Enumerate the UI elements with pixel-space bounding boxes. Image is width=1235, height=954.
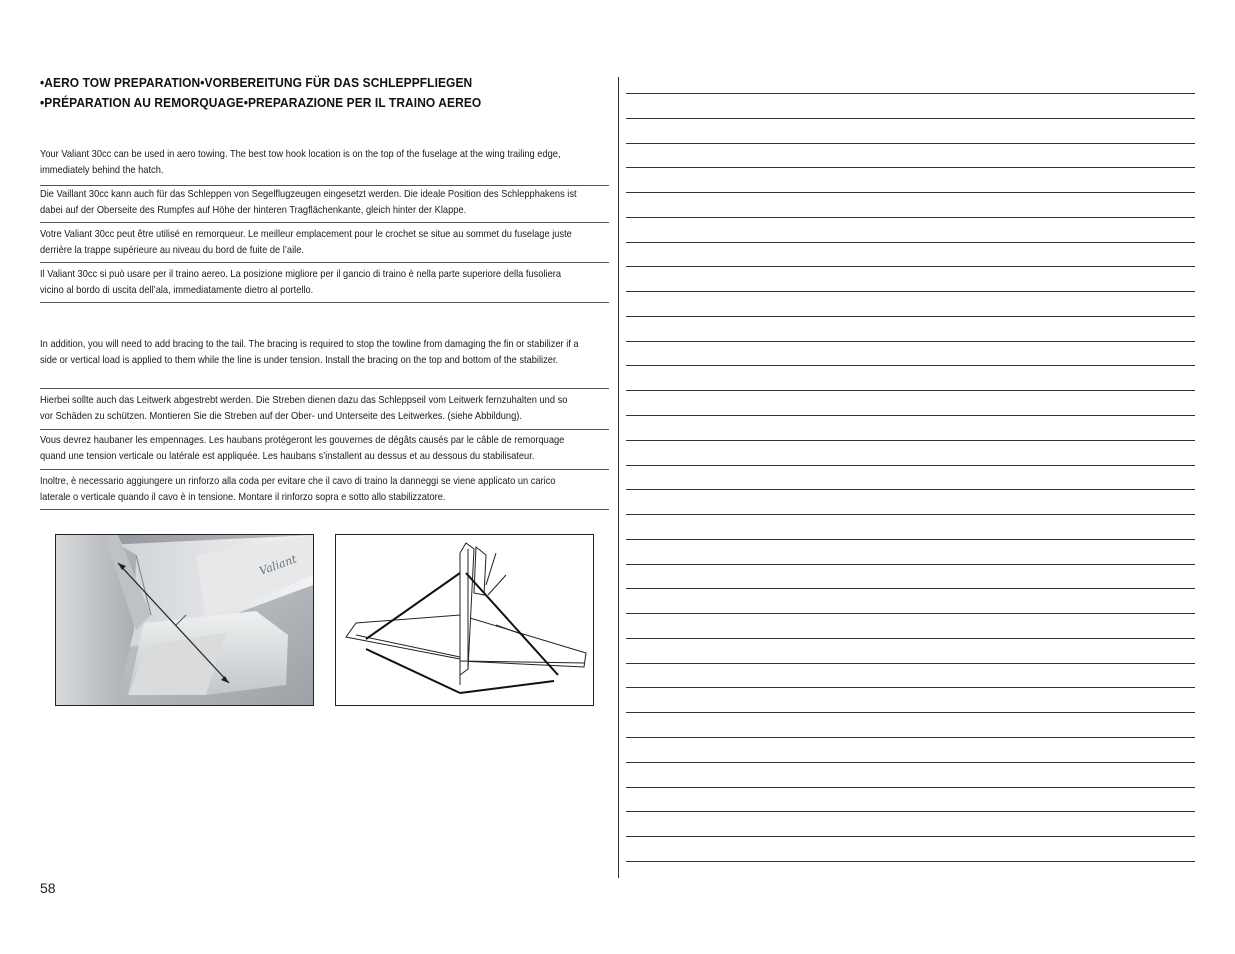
note-line — [626, 787, 1195, 788]
note-line — [626, 811, 1195, 812]
section-heading — [40, 73, 620, 113]
note-line — [626, 613, 1195, 614]
note-line — [626, 167, 1195, 168]
note-line — [626, 390, 1195, 391]
note-line — [626, 489, 1195, 490]
page-number: 58 — [40, 880, 56, 896]
heading-line-1: •AERO TOW PREPARATION•VORBEREITUNG FÜR DAS SCHLEPPFLIEGEN — [40, 75, 473, 90]
paragraph-it-tow-hook: Il Valiant 30cc si può usare per il traino aereo. La posizione migliore per il gancio di traino è nella parte superiore della fusoliera vicino al bordo di uscita dell’ala, immediatamente dietro al portello. — [40, 268, 562, 296]
paragraph-en-tow-hook: Your Valiant 30cc can be used in aero towing. The best tow hook location is on the top of the fuselage at the wing trailing edge, immediately behind the hatch. — [40, 148, 561, 176]
tail-bracing-diagram — [335, 534, 594, 706]
divider — [40, 509, 609, 510]
brace-wire-lower-right — [460, 681, 554, 693]
note-line — [626, 687, 1195, 688]
heading-line-2: •PRÉPARATION AU REMORQUAGE•PREPARAZIONE PER IL TRAINO AEREO — [40, 95, 482, 110]
note-line — [626, 316, 1195, 317]
paragraph-de-bracing: Hierbei sollte auch das Leitwerk abgestrebt werden. Die Streben dienen dazu das Schleppseil vom Leitwerk fernzuhalten und so vor Schäden zu schützen. Montieren Sie die Streben auf der Ober- und Unterseite des Leitwerkes. (siehe Abbildung). — [40, 394, 568, 422]
tail-photo-illustration — [56, 535, 313, 705]
fuselage-logo: Valiant — [257, 552, 299, 578]
divider — [40, 185, 609, 186]
note-line — [626, 440, 1195, 441]
note-line — [626, 836, 1195, 837]
note-line — [626, 266, 1195, 267]
note-line — [626, 365, 1195, 366]
paragraph-de-tow-hook: Die Vaillant 30cc kann auch für das Schleppen von Segelflugzeugen eingesetzt werden. Die ideale Position des Schlepphakens ist dabei auf der Oberseite des Rumpfes auf Höhe der hinteren Tragflächenkante, gleich hinter der Klappe. — [40, 188, 577, 216]
note-line — [626, 341, 1195, 342]
right-stabilizer — [460, 615, 586, 667]
note-line — [626, 242, 1195, 243]
divider — [40, 222, 609, 223]
note-line — [626, 588, 1195, 589]
divider — [40, 469, 609, 470]
note-line — [626, 415, 1195, 416]
divider — [40, 262, 609, 263]
note-line — [626, 539, 1195, 540]
column-divider — [618, 77, 619, 878]
note-line — [626, 638, 1195, 639]
note-line — [626, 143, 1195, 144]
note-line — [626, 465, 1195, 466]
note-line — [626, 217, 1195, 218]
paragraph-it-bracing: Inoltre, è necessario aggiungere un rinforzo alla coda per evitare che il cavo di traino la danneggi se viene applicato un carico laterale o verticale quando il cavo è in tensione. Montare il rinforzo sopra e sotto allo stabilizzatore. — [40, 475, 556, 503]
note-line — [626, 663, 1195, 664]
divider — [40, 388, 609, 389]
paragraph-fr-tow-hook: Votre Valiant 30cc peut être utilisé en remorqueur. Le meilleur emplacement pour le crochet se situe au sommet du fuselage juste derrière la trappe supérieure au niveau du bord de fuite de l’aile. — [40, 228, 572, 256]
divider — [40, 429, 609, 430]
tail-bracing-photo — [55, 534, 314, 706]
note-line — [626, 861, 1195, 862]
note-line — [626, 118, 1195, 119]
bracing-line-drawing — [336, 535, 593, 705]
note-line — [626, 192, 1195, 193]
note-line — [626, 737, 1195, 738]
note-line — [626, 762, 1195, 763]
paragraph-fr-bracing: Vous devrez haubaner les empennages. Les haubans protégeront les gouvernes de dégâts causés par le câble de remorquage quand une tension verticale ou latérale est appliquée. Les haubans s’installent au dessus et au dessous du stabilisateur. — [40, 434, 565, 462]
note-line — [626, 564, 1195, 565]
note-line — [626, 291, 1195, 292]
divider — [40, 302, 609, 303]
note-line — [626, 712, 1195, 713]
paragraph-en-bracing: In addition, you will need to add bracing to the tail. The bracing is required to stop the towline from damaging the fin or stabilizer if a side or vertical load is applied to them while the line is under tension. Install the bracing on the top and bottom of the stabilizer. — [40, 338, 579, 366]
note-line — [626, 514, 1195, 515]
note-line — [626, 93, 1195, 94]
